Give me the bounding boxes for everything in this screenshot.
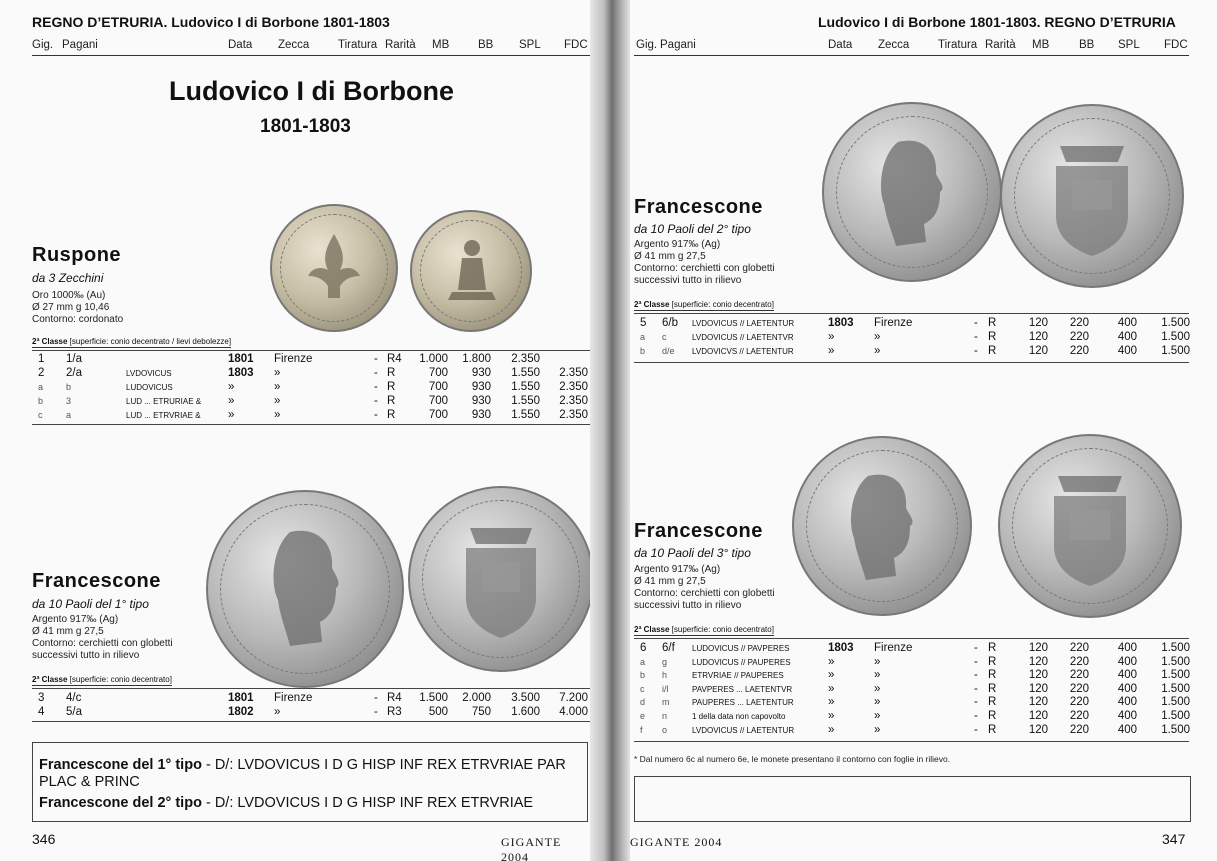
- cell-rar: R: [988, 331, 997, 343]
- cell-gig: c: [640, 683, 645, 694]
- cell-fdc: 1.500: [1161, 723, 1190, 736]
- cell-dash: -: [974, 317, 978, 329]
- cell-bb: 220: [1069, 696, 1089, 709]
- cell-fdc: 2.350: [559, 395, 588, 407]
- cell-rar: R: [988, 723, 997, 736]
- cell-fdc: 1.500: [1161, 710, 1190, 722]
- ruspone-specs: Oro 1000‰ (Au) Ø 27 mm g 10,46 Contorno: cordonato: [32, 290, 124, 325]
- cell-zecca: »: [874, 345, 881, 357]
- cell-gig: b: [640, 346, 646, 356]
- cell-pag: c: [662, 332, 667, 342]
- cell-leg: LUD ... ETRVRIAE &: [126, 411, 201, 420]
- cell-data: 1802: [228, 706, 254, 718]
- cell-zecca: »: [874, 669, 881, 682]
- table-row: [634, 683, 1194, 696]
- cell-pag: 6/f: [662, 642, 675, 654]
- cell-data: 1803: [828, 642, 854, 654]
- col-pagani: Pagani: [62, 39, 98, 51]
- column-header: [634, 37, 1189, 56]
- cell-spl: 1.550: [511, 381, 540, 393]
- cell-leg: 1 della data non capovolto: [692, 712, 786, 721]
- cell-mb: 120: [1028, 655, 1048, 668]
- cell-dash: -: [974, 696, 978, 709]
- cell-spl: 400: [1117, 682, 1137, 695]
- left-page: [0, 0, 590, 861]
- cell-gig: 2: [38, 367, 45, 379]
- col-tiratura: Tiratura: [338, 39, 378, 51]
- cell-fdc: 1.500: [1161, 331, 1190, 343]
- cell-bb: 930: [471, 395, 491, 407]
- cell-fdc: 2.350: [559, 367, 588, 379]
- cell-pag: g: [662, 656, 668, 667]
- cell-data: »: [828, 682, 835, 695]
- cell-dash: -: [974, 710, 978, 722]
- cell-pag: 6/b: [662, 317, 678, 329]
- cell-data: »: [828, 655, 835, 668]
- cell-leg: LVDOVICUS // LAETENTUR: [692, 319, 795, 328]
- cell-gig: 1: [38, 353, 45, 365]
- cell-dash: -: [374, 381, 378, 393]
- col-data: Data: [228, 39, 253, 51]
- cell-bb: 930: [471, 367, 491, 379]
- cell-zecca: Firenze: [274, 353, 313, 365]
- cell-rar: R: [988, 682, 997, 695]
- cell-spl: 1.550: [511, 409, 540, 421]
- cell-bb: 220: [1069, 669, 1089, 682]
- folio: GIGANTE 2004: [501, 835, 562, 861]
- cell-data: »: [828, 331, 835, 343]
- cell-mb: 120: [1028, 345, 1048, 357]
- cell-leg: LUDOVICUS // PAVPERES: [692, 644, 790, 653]
- table-row: [32, 692, 590, 705]
- cell-dash: -: [974, 345, 978, 357]
- cell-mb: 700: [428, 381, 448, 393]
- cell-data: »: [828, 669, 835, 682]
- ruspone-classe: 2ª Classe [superficie: conio decentrato / lievi debolezze]: [32, 337, 232, 346]
- cell-rar: R: [387, 381, 396, 393]
- cell-dash: -: [374, 353, 378, 365]
- col-gig: Gig.: [32, 39, 54, 51]
- book-gutter: [590, 0, 630, 861]
- cell-dash: -: [374, 395, 378, 407]
- cell-spl: 400: [1117, 696, 1137, 709]
- cell-data: »: [228, 381, 235, 393]
- cell-data: »: [828, 723, 835, 736]
- running-head: REGNO D’ETRURIA. Ludovico I di Borbone 1801-1803: [32, 14, 390, 30]
- col-spl: SPL: [519, 39, 541, 51]
- col-fdc: FDC: [564, 39, 588, 51]
- table-row: [634, 696, 1194, 709]
- page-years: 1801-1803: [260, 116, 351, 137]
- cell-spl: 400: [1117, 642, 1137, 654]
- cell-fdc: 1.500: [1161, 655, 1190, 668]
- cell-bb: 220: [1069, 345, 1089, 357]
- cell-pag: 4/c: [66, 692, 82, 704]
- folio: GIGANTE 2004: [630, 835, 723, 849]
- divider: [32, 721, 590, 722]
- cell-spl: 400: [1117, 669, 1137, 682]
- cell-spl: 1.550: [511, 395, 540, 407]
- cell-data: »: [828, 345, 835, 357]
- divider: [634, 362, 1189, 363]
- divider: [634, 313, 1189, 314]
- cell-mb: 1.000: [419, 353, 448, 365]
- saint-figure-icon: [412, 212, 530, 330]
- legend-line-2: Francescone del 2° tipo - D/: LVDOVICUS I D G HISP INF REX ETRVRIAE: [39, 795, 534, 811]
- table-row: [634, 345, 1194, 358]
- table-row: [32, 409, 590, 422]
- running-head: Ludovico I di Borbone 1801-1803. REGNO D’ETRURIA: [818, 14, 1176, 30]
- cell-leg: PAUPERES ... LAETENTUR: [692, 698, 794, 708]
- cell-mb: 700: [428, 409, 448, 421]
- cell-pag: 5/a: [66, 706, 82, 718]
- cell-pag: m: [662, 697, 670, 708]
- cell-bb: 1.800: [462, 353, 491, 365]
- francescone3-subtitle: da 10 Paoli del 3° tipo: [634, 546, 751, 560]
- cell-data: 1801: [228, 353, 254, 365]
- cell-spl: 3.500: [511, 692, 540, 704]
- cell-pag: a: [66, 410, 72, 420]
- ruspone-reverse-coin: [410, 210, 532, 332]
- francescone1-reverse-coin: [408, 486, 590, 672]
- col-rarita: Rarità: [985, 39, 1016, 51]
- cell-mb: 120: [1028, 331, 1048, 343]
- cell-rar: R: [387, 395, 396, 407]
- cell-bb: 220: [1069, 682, 1089, 695]
- divider: [634, 638, 1189, 639]
- cell-gig: a: [640, 332, 646, 342]
- cell-zecca: »: [274, 367, 281, 379]
- francescone3-title: Francescone: [634, 520, 763, 542]
- col-zecca: Zecca: [878, 39, 910, 51]
- cell-pag: n: [662, 711, 668, 721]
- cell-fdc: 1.500: [1161, 642, 1190, 654]
- francescone1-specs: Argento 917‰ (Ag) Ø 41 mm g 27,5 Contorno: cerchietti con globetti successivi tutto in rilievo: [32, 614, 173, 661]
- cell-spl: 400: [1117, 331, 1137, 343]
- cell-data: »: [228, 395, 235, 407]
- table-row: [32, 381, 590, 394]
- divider: [634, 741, 1189, 742]
- cell-rar: R: [988, 655, 997, 668]
- cell-zecca: »: [274, 381, 281, 393]
- divider: [32, 424, 590, 425]
- cell-bb: 220: [1069, 723, 1089, 736]
- cell-zecca: »: [274, 395, 281, 407]
- cell-leg: LVDOVICVS // LAETENTUR: [692, 347, 794, 356]
- cell-gig: a: [38, 382, 44, 392]
- empty-box: [634, 776, 1191, 822]
- legend-line-1: Francescone del 1° tipo - D/: LVDOVICUS I D G HISP INF REX ETRVRIAE PAR PLAC & PRINC: [39, 757, 566, 790]
- cell-rar: R4: [387, 353, 402, 365]
- coat-of-arms-icon: [410, 488, 590, 670]
- cell-rar: R: [988, 696, 997, 709]
- cell-gig: e: [640, 711, 646, 721]
- column-header: [32, 37, 590, 56]
- francescone3-classe: 2ª Classe [superficie: conio decentrato]: [634, 625, 774, 634]
- cell-fdc: 1.500: [1161, 696, 1190, 709]
- cell-fdc: 4.000: [559, 706, 588, 718]
- cell-leg: PAVPERES ... LAETENTVR: [692, 684, 793, 694]
- cell-spl: 1.600: [511, 706, 540, 718]
- cell-dash: -: [374, 692, 378, 704]
- cell-zecca: »: [874, 723, 881, 736]
- table-row: [634, 317, 1194, 330]
- cell-data: »: [828, 710, 835, 722]
- portrait-icon: [824, 104, 1000, 280]
- cell-zecca: »: [874, 331, 881, 343]
- cell-fdc: 1.500: [1161, 669, 1190, 682]
- page-title: Ludovico I di Borbone: [169, 76, 454, 106]
- cell-fdc: 1.500: [1161, 345, 1190, 357]
- table-row: [634, 656, 1194, 669]
- cell-mb: 700: [428, 395, 448, 407]
- col-mb: MB: [1032, 39, 1050, 51]
- cell-dash: -: [974, 642, 978, 654]
- francescone2-specs: Argento 917‰ (Ag) Ø 41 mm g 27,5 Contorno: cerchietti con globetti successivi tutto in rilievo: [634, 239, 775, 286]
- cell-data: 1803: [228, 367, 254, 379]
- cell-pag: 3: [66, 396, 72, 406]
- cell-leg: LVDOVICUS: [126, 369, 172, 378]
- cell-data: »: [228, 409, 235, 421]
- cell-dash: -: [374, 409, 378, 421]
- table-row: [32, 353, 590, 366]
- cell-dash: -: [974, 723, 978, 736]
- cell-spl: 400: [1117, 317, 1137, 329]
- page-number: 346: [32, 831, 56, 847]
- table-row: [32, 706, 590, 719]
- divider: [32, 688, 590, 689]
- cell-zecca: »: [874, 682, 881, 695]
- francescone1-obverse-coin: [206, 490, 404, 688]
- cell-bb: 2.000: [462, 692, 491, 704]
- divider: [32, 350, 590, 351]
- cell-mb: 120: [1028, 669, 1048, 682]
- francescone2-subtitle: da 10 Paoli del 2° tipo: [634, 222, 751, 236]
- cell-spl: 2.350: [511, 353, 540, 365]
- cell-leg: ETRVRIAE // PAUPERES: [692, 671, 784, 681]
- legend-box: [32, 742, 588, 822]
- col-tiratura: Tiratura: [938, 39, 978, 51]
- cell-bb: 930: [471, 409, 491, 421]
- col-gig: Gig.: [636, 39, 658, 51]
- cell-gig: b: [38, 396, 44, 406]
- cell-rar: R: [988, 345, 997, 357]
- portrait-icon: [208, 492, 402, 686]
- cell-bb: 220: [1069, 331, 1089, 343]
- cell-pag: 2/a: [66, 367, 82, 379]
- francescone3-reverse-coin: [998, 434, 1182, 618]
- table-row: [634, 669, 1194, 682]
- cell-mb: 1.500: [419, 692, 448, 704]
- cell-mb: 120: [1028, 723, 1048, 736]
- cell-bb: 220: [1069, 710, 1089, 722]
- cell-mb: 120: [1028, 317, 1048, 329]
- col-bb: BB: [478, 39, 494, 51]
- cell-dash: -: [974, 655, 978, 668]
- table-row: [634, 710, 1194, 723]
- cell-dash: -: [374, 367, 378, 379]
- cell-rar: R3: [387, 706, 402, 718]
- cell-gig: 6: [640, 642, 647, 654]
- cell-leg: LUDOVICUS // PAUPERES: [692, 657, 791, 667]
- cell-leg: LVDOVICUS // LAETENTVR: [692, 333, 794, 342]
- cell-zecca: Firenze: [874, 317, 913, 329]
- cell-spl: 400: [1117, 723, 1137, 736]
- lily-icon: [272, 206, 396, 330]
- cell-bb: 220: [1069, 655, 1089, 668]
- cell-fdc: 2.350: [559, 381, 588, 393]
- coat-of-arms-icon: [1002, 106, 1182, 286]
- cell-mb: 120: [1028, 642, 1048, 654]
- table-row: [634, 331, 1194, 344]
- col-bb: BB: [1079, 39, 1095, 51]
- cell-bb: 750: [471, 706, 491, 718]
- footnote: * Dal numero 6c al numero 6e, le monete presentano il contorno con foglie in rilievo.: [634, 754, 951, 764]
- cell-fdc: 2.350: [559, 409, 588, 421]
- cell-zecca: »: [274, 409, 281, 421]
- cell-rar: R4: [387, 692, 402, 704]
- cell-gig: 5: [640, 317, 647, 329]
- cell-pag: h: [662, 670, 668, 681]
- francescone1-title: Francescone: [32, 570, 161, 592]
- table-row: [32, 395, 590, 408]
- cell-data: 1803: [828, 317, 854, 329]
- cell-spl: 400: [1117, 345, 1137, 357]
- cell-bb: 220: [1069, 642, 1089, 654]
- col-spl: SPL: [1118, 39, 1140, 51]
- portrait-icon: [794, 438, 970, 614]
- cell-mb: 120: [1028, 710, 1048, 722]
- page-number: 347: [1162, 831, 1186, 847]
- cell-rar: R: [988, 642, 997, 654]
- francescone3-obverse-coin: [792, 436, 972, 616]
- cell-rar: R: [988, 710, 997, 722]
- cell-spl: 400: [1117, 655, 1137, 668]
- cell-mb: 700: [428, 367, 448, 379]
- col-data: Data: [828, 39, 853, 51]
- cell-zecca: »: [874, 655, 881, 668]
- cell-rar: R: [988, 669, 997, 682]
- cell-leg: LVDOVICUS // LAETENTUR: [692, 725, 795, 735]
- cell-fdc: 1.500: [1161, 682, 1190, 695]
- cell-mb: 120: [1028, 682, 1048, 695]
- table-row: [32, 367, 590, 380]
- ruspone-obverse-coin: [270, 204, 398, 332]
- cell-zecca: »: [274, 706, 281, 718]
- cell-pag: d/e: [662, 346, 675, 356]
- cell-rar: R: [988, 317, 997, 329]
- cell-gig: 3: [38, 692, 45, 704]
- cell-mb: 500: [428, 706, 448, 718]
- ruspone-subtitle: da 3 Zecchini: [32, 271, 104, 285]
- cell-gig: f: [640, 724, 643, 735]
- cell-data: »: [828, 696, 835, 709]
- francescone1-subtitle: da 10 Paoli del 1° tipo: [32, 597, 149, 611]
- cell-gig: a: [640, 656, 646, 667]
- cell-spl: 400: [1117, 710, 1137, 722]
- cell-spl: 1.550: [511, 367, 540, 379]
- cell-gig: 4: [38, 706, 45, 718]
- francescone3-specs: Argento 917‰ (Ag) Ø 41 mm g 27,5 Contorno: cerchietti con globetti successivi tutto in rilievo: [634, 564, 775, 611]
- cell-zecca: Firenze: [274, 692, 313, 704]
- francescone2-title: Francescone: [634, 196, 763, 218]
- cell-gig: b: [640, 670, 646, 681]
- table-row: [634, 724, 1194, 737]
- cell-gig: d: [640, 697, 646, 708]
- cell-dash: -: [374, 706, 378, 718]
- cell-leg: LUD ... ETRURIAE &: [126, 397, 202, 406]
- cell-leg: LUDOVICUS: [126, 383, 173, 392]
- col-zecca: Zecca: [278, 39, 310, 51]
- right-page: [630, 0, 1217, 861]
- coat-of-arms-icon: [1000, 436, 1180, 616]
- cell-zecca: »: [874, 696, 881, 709]
- francescone2-obverse-coin: [822, 102, 1002, 282]
- ruspone-title: Ruspone: [32, 244, 122, 266]
- col-fdc: FDC: [1164, 39, 1188, 51]
- cell-rar: R: [387, 409, 396, 421]
- cell-gig: c: [38, 410, 43, 420]
- cell-zecca: »: [874, 710, 881, 722]
- cell-bb: 930: [471, 381, 491, 393]
- francescone1-classe: 2ª Classe [superficie: conio decentrato]: [32, 675, 172, 684]
- col-pagani: Pagani: [660, 39, 696, 51]
- cell-pag: o: [662, 724, 668, 735]
- cell-dash: -: [974, 682, 978, 695]
- cell-dash: -: [974, 331, 978, 343]
- cell-dash: -: [974, 669, 978, 682]
- cell-zecca: Firenze: [874, 642, 913, 654]
- cell-bb: 220: [1069, 317, 1089, 329]
- cell-fdc: 7.200: [559, 692, 588, 704]
- cell-pag: i/l: [662, 683, 669, 694]
- col-rarita: Rarità: [385, 39, 416, 51]
- cell-pag: b: [66, 382, 72, 392]
- francescone2-classe: 2ª Classe [superficie: conio decentrato]: [634, 300, 774, 309]
- cell-fdc: 1.500: [1161, 317, 1190, 329]
- cell-data: 1801: [228, 692, 254, 704]
- cell-mb: 120: [1028, 696, 1048, 709]
- cell-rar: R: [387, 367, 396, 379]
- francescone2-reverse-coin: [1000, 104, 1184, 288]
- table-row: [634, 642, 1194, 655]
- cell-pag: 1/a: [66, 353, 82, 365]
- col-mb: MB: [432, 39, 450, 51]
